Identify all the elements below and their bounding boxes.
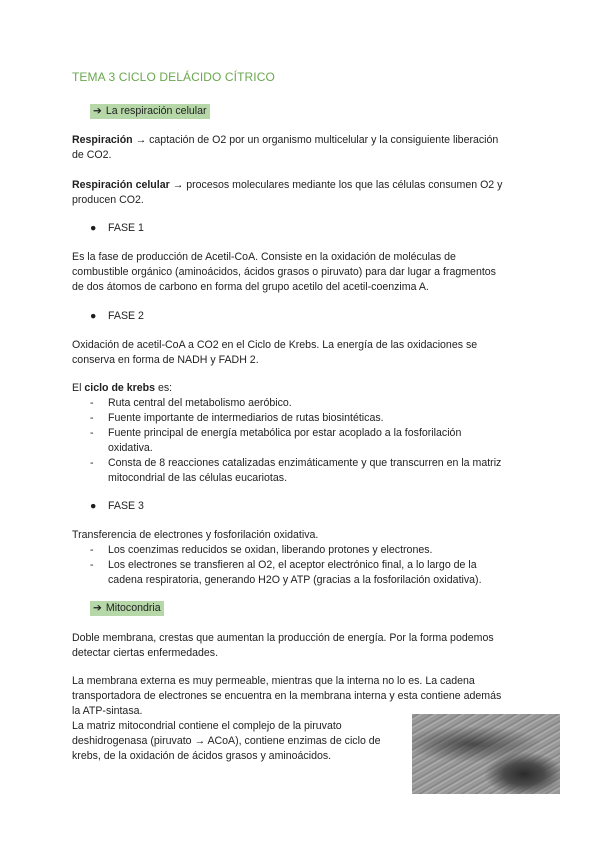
list-line: oxidativa. <box>108 442 153 454</box>
list-line: Consta de 8 reacciones catalizadas enzimáticamente y que transcurren en la matriz <box>108 457 502 469</box>
bullet-icon: ● <box>90 500 97 512</box>
section-heading-mitocondria <box>90 601 546 616</box>
dash-marker: - <box>90 412 94 424</box>
paragraph-line: transportadora de electrones se encuentra en la membrana interna y esta contiene además <box>72 690 502 702</box>
dash-marker: - <box>90 559 94 571</box>
paragraph-line: La matriz mitocondrial contiene el complejo de la piruvato <box>72 720 342 732</box>
paragraph-line: → procesos moleculares mediante los que las células consumen O2 y <box>169 179 503 191</box>
list-line: Fuente principal de energía metabólica por estar acoplado a la fosforilación <box>108 427 462 439</box>
paragraph-mitocondria-3 <box>72 719 402 764</box>
arrow-right-icon: ➔ <box>93 602 102 614</box>
paragraph-fase-3: Transferencia de electrones y fosforilación oxidativa. <box>72 529 319 541</box>
paragraph-line: la ATP-sintasa. <box>72 705 143 717</box>
text: es: <box>155 382 173 394</box>
paragraph-mitocondria-2 <box>72 674 528 719</box>
term-respiracion-celular: Respiración celular <box>72 179 170 191</box>
bullet-fase-2 <box>90 309 546 324</box>
paragraph-line: → captación de O2 por un organismo multicelular y la consiguiente liberación <box>132 134 499 146</box>
paragraph-fase-2 <box>72 338 528 368</box>
list-item-text: Los coenzimas reducidos se oxidan, liberando protones y electrones. <box>108 544 433 556</box>
bullet-label: FASE 1 <box>108 222 144 234</box>
paragraph-line: Doble membrana, crestas que aumentan la producción de energía. Por la forma podemos <box>72 632 494 644</box>
bullet-icon: ● <box>90 222 97 234</box>
document-title: TEMA 3 CICLO DELÁCIDO CÍTRICO <box>72 70 275 84</box>
bullet-fase-3 <box>90 499 546 514</box>
arrow-right-icon: ➔ <box>93 105 102 117</box>
text: El <box>72 382 85 394</box>
paragraph-line: combustible orgánico (aminoácidos, ácidos grasos o piruvato) para dar lugar a fragmentos <box>72 266 496 278</box>
list-item-text: Ruta central del metabolismo aeróbico. <box>108 397 292 409</box>
dash-marker: - <box>90 397 94 409</box>
section-heading-label: Mitocondria <box>105 602 161 614</box>
dash-marker: - <box>90 457 94 469</box>
list-line: Los electrones se transfieren al O2, el aceptor electrónico final, a lo largo de la <box>108 559 477 571</box>
paragraph-line: detectar ciertas enfermedades. <box>72 647 219 659</box>
list-line: cadena respiratoria, generando H2O y ATP (gracias a la fosforilación oxidativa). <box>108 574 482 586</box>
bullet-label: FASE 3 <box>108 500 144 512</box>
paragraph-respiracion <box>72 133 528 163</box>
list-item-text: Fuente importante de intermediarios de rutas biosintéticas. <box>108 412 384 424</box>
paragraph-line: La membrana externa es muy permeable, mientras que la interna no lo es. La cadena <box>72 675 475 687</box>
section-heading-label: La respiración celular <box>105 105 207 117</box>
paragraph-fase-1 <box>72 250 528 295</box>
section-heading-respiracion <box>90 104 546 119</box>
dash-marker: - <box>90 427 94 439</box>
paragraph-line: Oxidación de acetil-CoA a CO2 en el Ciclo de Krebs. La energía de las oxidaciones se <box>72 339 478 351</box>
krebs-intro <box>72 381 528 396</box>
list-item-text <box>108 426 526 456</box>
list-line: mitocondrial de las células eucariotas. <box>108 472 288 484</box>
paragraph-line: de CO2. <box>72 149 112 161</box>
list-item-text <box>108 456 526 486</box>
paragraph-line: Es la fase de producción de Acetil-CoA. Consiste en la oxidación de moléculas de <box>72 251 456 263</box>
term-respiracion: Respiración <box>72 134 133 146</box>
mitochondria-micrograph-image <box>412 714 560 794</box>
paragraph-mitocondria-1 <box>72 631 528 661</box>
paragraph-line: de dos átomos de carbono en forma del grupo acetilo del acetil-coenzima A. <box>72 281 429 293</box>
list-item-text <box>108 558 526 588</box>
bullet-label: FASE 2 <box>108 310 144 322</box>
bullet-fase-1 <box>90 221 546 236</box>
paragraph-line: conserva en forma de NADH y FADH 2. <box>72 354 259 366</box>
term-ciclo-krebs: ciclo de krebs <box>84 382 156 394</box>
dash-marker: - <box>90 544 94 556</box>
bullet-icon: ● <box>90 310 97 322</box>
paragraph-line: producen CO2. <box>72 194 144 206</box>
paragraph-line: krebs, de la oxidación de ácidos grasos y aminoácidos. <box>72 750 332 762</box>
paragraph-line: deshidrogenasa (piruvato → ACoA), contiene enzimas de ciclo de <box>72 735 381 747</box>
paragraph-respiracion-celular <box>72 178 528 208</box>
